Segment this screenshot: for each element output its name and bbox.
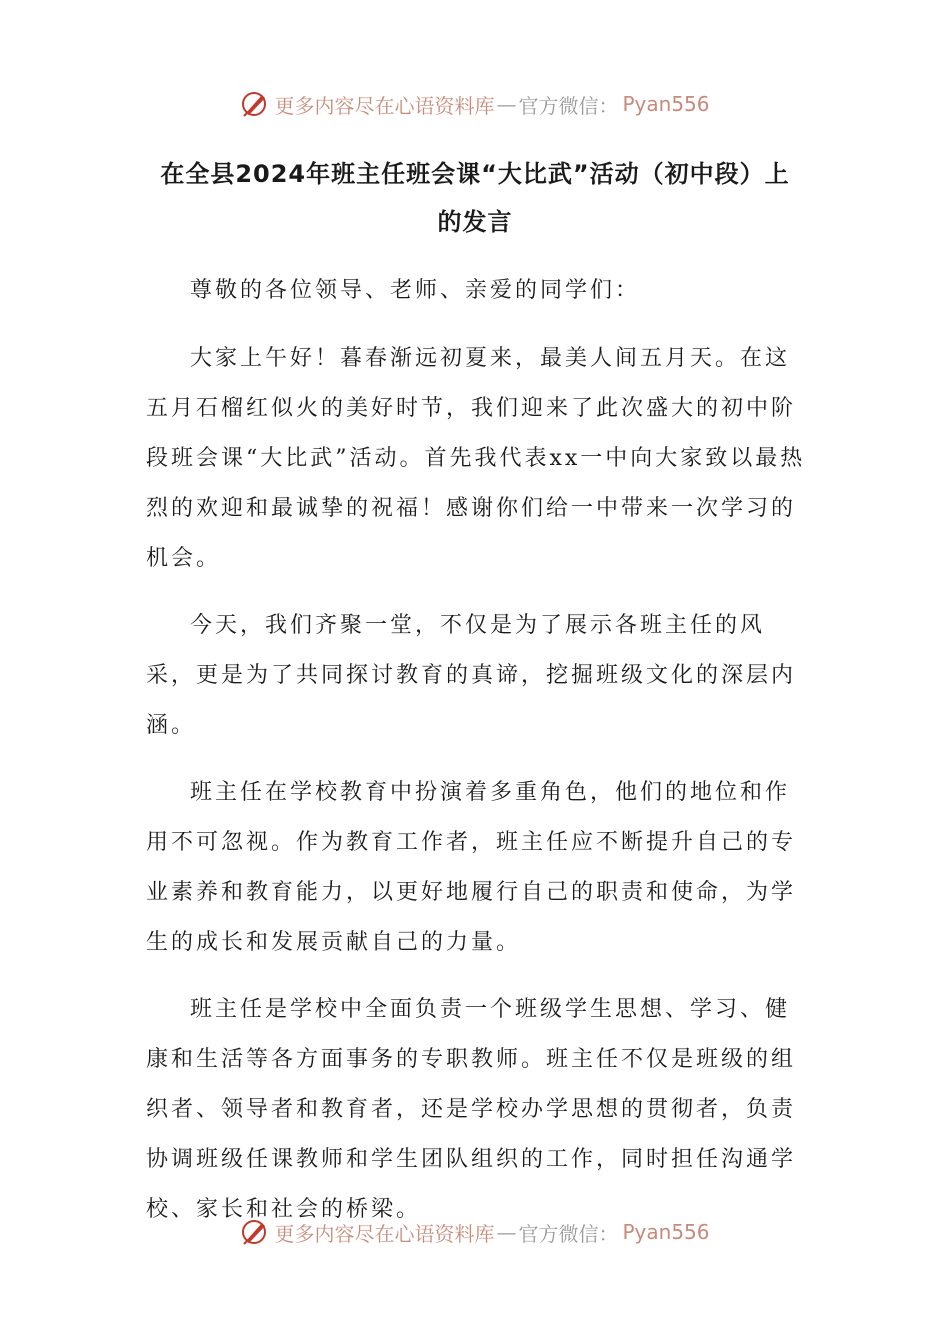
header-watermark-banner [0, 84, 950, 124]
quill-pen-logo-icon [240, 1217, 270, 1247]
watermark-wechat-id: Pyan556 [622, 1220, 710, 1244]
footer-watermark-banner [0, 1212, 950, 1252]
document-body [146, 266, 808, 1252]
watermark-dash: — [496, 1220, 517, 1244]
watermark-wechat-id: Pyan556 [622, 92, 710, 116]
document-title: 在全县2024年班主任班会课“大比武”活动（初中段）上的发言 [160, 160, 790, 236]
paragraph-1: 大家上午好！暮春渐远初夏来，最美人间五月天。在这五月石榴红似火的美好时节，我们迎来了此次盛大的初中阶段班会课“大比武”活动。首先我代表xx一中向大家致以最热烈的欢迎和最诚挚的祝福！感谢你们给一中带来一次学习的机会。 [146, 346, 806, 571]
watermark-wechat-label: 官方微信： [518, 1221, 619, 1246]
paragraph-2: 今天，我们齐聚一堂，不仅是为了展示各班主任的风采，更是为了共同探讨教育的真谛，挖掘班级文化的深层内涵。 [146, 613, 797, 738]
watermark-slogan: 更多内容尽在心语资料库 [274, 1221, 495, 1246]
paragraph-4: 班主任是学校中全面负责一个班级学生思想、学习、健康和生活等各方面事务的专职教师。班主任不仅是班级的组织者、领导者和教育者，还是学校办学思想的贯彻者，负责协调班级任课教师和学生团队组织的工作，同时担任沟通学校、家长和社会的桥梁。 [146, 997, 797, 1222]
watermark-slogan: 更多内容尽在心语资料库 [274, 93, 495, 118]
watermark-wechat-label: 官方微信： [518, 93, 619, 118]
quill-pen-logo-icon [240, 89, 270, 119]
paragraph-3: 班主任在学校教育中扮演着多重角色，他们的地位和作用不可忽视。作为教育工作者，班主任应不断提升自己的专业素养和教育能力，以更好地履行自己的职责和使命，为学生的成长和发展贡献自己的力量。 [146, 780, 797, 955]
watermark-dash: — [496, 92, 517, 116]
salutation: 尊敬的各位领导、老师、亲爱的同学们： [190, 278, 641, 303]
